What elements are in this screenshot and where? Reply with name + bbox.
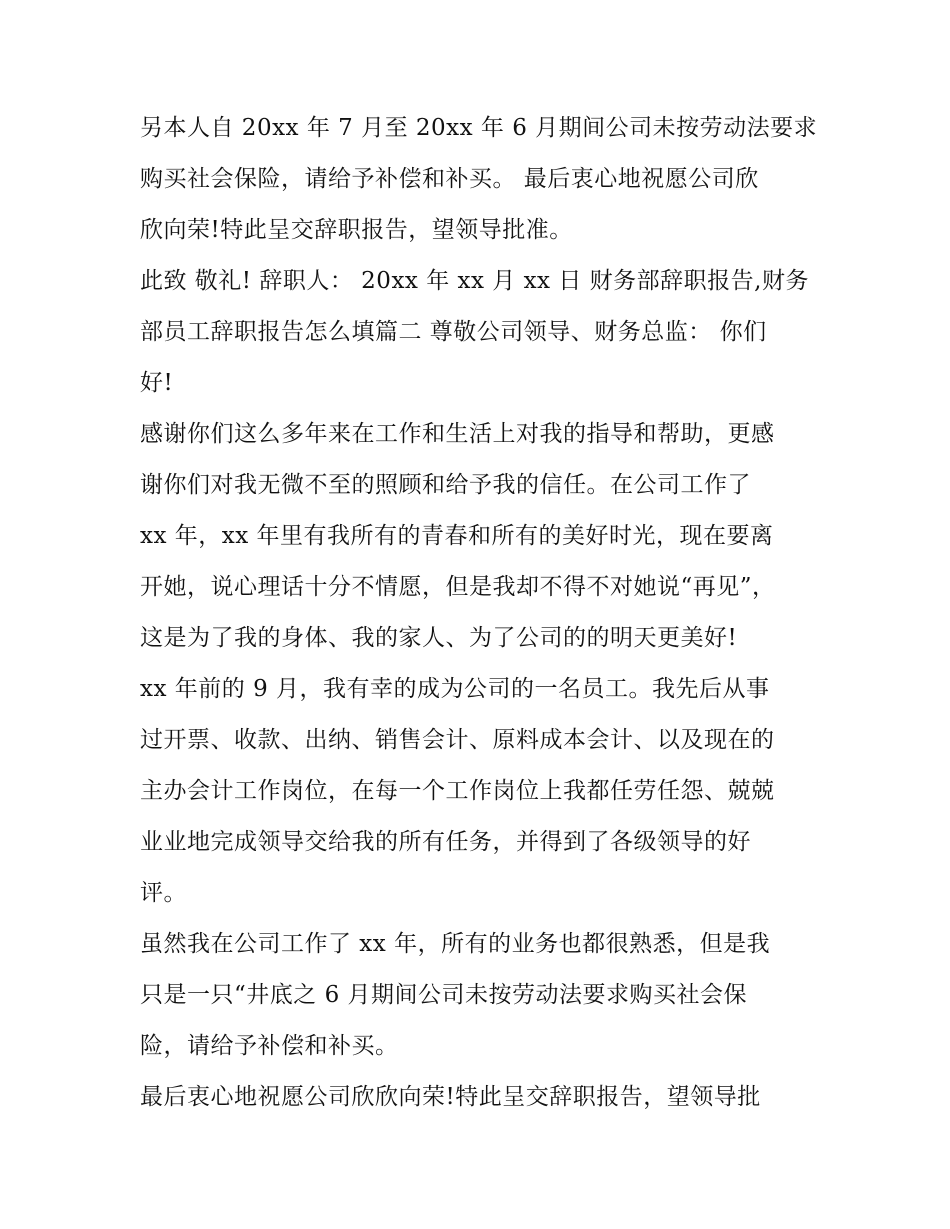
text-line: 评。: [140, 880, 187, 906]
text-line: xx 年，xx 年里有我所有的青春和所有的美好时光，现在要离: [140, 523, 774, 549]
text-line: 虽然我在公司工作了 xx 年，所有的业务也都很熟悉，但是我: [140, 931, 771, 957]
text-line: 主办会计工作岗位，在每一个工作岗位上我都任劳任怨、兢兢: [140, 778, 775, 804]
text-line: 好!: [140, 370, 174, 396]
text-line: 感谢你们这么多年来在工作和生活上对我的指导和帮助，更感: [140, 421, 775, 447]
text-line: xx 年前的 9 月，我有幸的成为公司的一名员工。我先后从事: [140, 676, 770, 702]
text-line: 部员工辞职报告怎么填篇二 尊敬公司领导、财务总监： 你们: [140, 319, 767, 345]
text-line: 谢你们对我无微不至的照顾和给予我的信任。在公司工作了: [140, 472, 751, 498]
text-line: 开她，说心理话十分不情愿，但是我却不得不对她说“再见”，: [140, 574, 776, 600]
text-line: 险，请给予补偿和补买。: [140, 1033, 399, 1059]
text-line: 另本人自 20xx 年 7 月至 20xx 年 6 月期间公司未按劳动法要求: [140, 115, 818, 141]
text-line: 业业地完成领导交给我的所有任务，并得到了各级领导的好: [140, 829, 751, 855]
text-line: 购买社会保险，请给予补偿和补买。 最后衷心地祝愿公司欣: [140, 166, 759, 192]
text-line: 此致 敬礼! 辞职人： 20xx 年 xx 月 xx 日 财务部辞职报告,财务: [140, 268, 809, 294]
text-line: 这是为了我的身体、我的家人、为了公司的的明天更美好!: [140, 625, 738, 651]
text-line: 只是一只“井底之 6 月期间公司未按劳动法要求购买社会保: [140, 982, 748, 1008]
text-line: 最后衷心地祝愿公司欣欣向荣!特此呈交辞职报告，望领导批: [140, 1084, 761, 1110]
document-body: [140, 103, 820, 1123]
text-line: 过开票、收款、出纳、销售会计、原料成本会计、以及现在的: [140, 727, 775, 753]
text-line: 欣向荣!特此呈交辞职报告，望领导批准。: [140, 217, 573, 243]
